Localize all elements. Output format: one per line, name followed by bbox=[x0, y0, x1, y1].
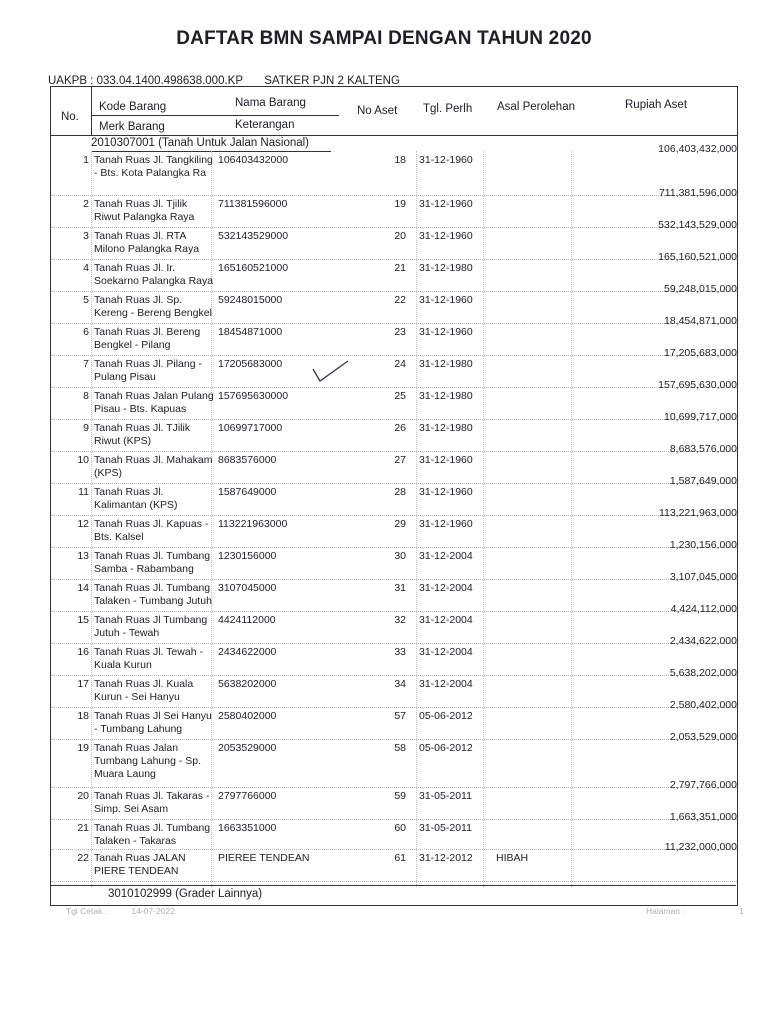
row-kode-barang: 711381596000 bbox=[218, 198, 288, 210]
row-number: 3 bbox=[83, 230, 89, 242]
row-no-aset: 21 bbox=[394, 262, 406, 274]
uakpb-code: UAKPB : 033.04.1400.498638.000.KP bbox=[48, 75, 244, 87]
row-rupiah-aset: 532,143,529,000 bbox=[658, 219, 737, 231]
row-nama-barang: Tanah Ruas Jalan Tumbang Lahung - Sp. Muara Laung bbox=[94, 742, 202, 780]
row-number: 8 bbox=[83, 390, 89, 402]
row-number: 20 bbox=[77, 790, 89, 802]
row-kode-barang: 532143529000 bbox=[218, 230, 289, 242]
row-kode-barang: 18454871000 bbox=[218, 326, 283, 338]
row-nama-barang: Tanah Ruas Jl Tumbang Jutuh - Tewah bbox=[94, 614, 208, 639]
row-tgl-perlh: 31-12-2004 bbox=[419, 614, 473, 626]
row-nama-barang: Tanah Ruas JALAN PIERE TENDEAN bbox=[94, 852, 186, 877]
row-nama-barang: Tanah Ruas Jl. Tumbang Talaken - Tumbang Jutuh bbox=[94, 582, 212, 607]
row-tgl-perlh: 31-12-1960 bbox=[419, 518, 473, 530]
header-rupiah-aset: Rupiah Aset bbox=[625, 99, 688, 111]
row-number: 1 bbox=[83, 154, 89, 166]
row-no-aset: 26 bbox=[394, 422, 406, 434]
page-number bbox=[646, 906, 744, 916]
row-kode-barang: 106403432000 bbox=[218, 154, 289, 166]
row-no-aset: 22 bbox=[394, 294, 406, 306]
header-nama-barang: Nama Barang bbox=[235, 97, 306, 109]
row-tgl-perlh: 31-12-2004 bbox=[419, 550, 473, 562]
row-kode-barang: PIEREE TENDEAN bbox=[218, 852, 310, 864]
row-kode-barang: 4424112000 bbox=[218, 614, 276, 626]
print-date-label: Tgl Cetak : bbox=[66, 906, 108, 916]
row-rupiah-aset: 2,580,402,000 bbox=[669, 699, 737, 711]
row-rupiah-aset: 106,403,432,000 bbox=[658, 143, 737, 155]
row-kode-barang: 1230156000 bbox=[218, 550, 277, 562]
row-no-aset: 30 bbox=[394, 550, 406, 562]
row-no-aset: 60 bbox=[394, 822, 406, 834]
row-kode-barang: 10699717000 bbox=[218, 422, 283, 434]
row-tgl-perlh: 31-12-2004 bbox=[419, 582, 473, 594]
row-number: 17 bbox=[77, 678, 89, 690]
header-no-aset: No Aset bbox=[357, 105, 398, 117]
row-rupiah-aset: 165,160,521,000 bbox=[658, 251, 737, 263]
row-kode-barang: 113221963000 bbox=[218, 518, 288, 530]
row-nama-barang: Tanah Ruas Jl. Tumbang Talaken - Takaras bbox=[94, 822, 211, 847]
row-tgl-perlh: 05-06-2012 bbox=[419, 710, 473, 722]
row-kode-barang: 2797766000 bbox=[218, 790, 277, 802]
row-no-aset: 25 bbox=[394, 390, 406, 402]
next-category bbox=[50, 885, 736, 900]
row-number: 6 bbox=[83, 326, 89, 338]
row-kode-barang: 17205683000 bbox=[218, 358, 283, 370]
row-kode-barang: 5638202000 bbox=[218, 678, 277, 690]
row-tgl-perlh: 31-12-1960 bbox=[419, 230, 473, 242]
row-rupiah-aset: 1,230,156,000 bbox=[669, 539, 737, 551]
row-kode-barang: 2434622000 bbox=[218, 646, 277, 658]
row-nama-barang: Tanah Ruas Jl. Kalimantan (KPS) bbox=[94, 486, 178, 511]
row-nama-barang: Tanah Ruas Jl. Bereng Bengkel - Pilang bbox=[94, 326, 201, 351]
row-number: 11 bbox=[78, 486, 89, 498]
row-number: 14 bbox=[77, 582, 89, 594]
row-nama-barang: Tanah Ruas Jl. Tjilik Riwut Palangka Raya bbox=[94, 198, 195, 223]
row-no-aset: 59 bbox=[394, 790, 406, 802]
row-number: 21 bbox=[77, 822, 89, 834]
row-number: 15 bbox=[77, 614, 89, 626]
row-tgl-perlh: 31-12-1980 bbox=[419, 422, 473, 434]
row-number: 4 bbox=[83, 262, 89, 274]
row-kode-barang: 165160521000 bbox=[218, 262, 289, 274]
next-category-label: 3010102999 (Grader Lainnya) bbox=[108, 888, 263, 900]
row-kode-barang: 1587649000 bbox=[218, 486, 277, 498]
row-number: 19 bbox=[77, 742, 89, 754]
print-date-value: 14-07-2022 bbox=[131, 906, 175, 916]
row-no-aset: 32 bbox=[394, 614, 406, 626]
row-no-aset: 31 bbox=[394, 582, 406, 594]
row-rupiah-aset: 59,248,015,000 bbox=[664, 283, 737, 295]
row-nama-barang: Tanah Ruas Jl. Tumbang Samba - Rabambang bbox=[94, 550, 211, 575]
row-tgl-perlh: 31-12-1960 bbox=[419, 198, 473, 210]
row-rupiah-aset: 17,205,683,000 bbox=[664, 347, 737, 359]
row-kode-barang: 3107045000 bbox=[218, 582, 277, 594]
row-tgl-perlh: 31-12-1960 bbox=[419, 454, 473, 466]
row-rupiah-aset: 1,663,351,000 bbox=[669, 811, 737, 823]
row-nama-barang: Tanah Ruas Jl. Mahakam (KPS) bbox=[94, 454, 213, 479]
row-rupiah-aset: 711,381,596,000 bbox=[658, 187, 737, 199]
row-no-aset: 28 bbox=[394, 486, 406, 498]
row-kode-barang: 2580402000 bbox=[218, 710, 277, 722]
row-tgl-perlh: 31-12-2004 bbox=[419, 678, 473, 690]
table-header bbox=[51, 87, 737, 136]
row-nama-barang: Tanah Ruas Jl. Kuala Kurun - Sei Hanyu bbox=[94, 678, 194, 703]
row-nama-barang: Tanah Ruas Jl. Ir. Soekarno Palangka Raya bbox=[94, 262, 214, 287]
row-nama-barang: Tanah Ruas Jl. Tewah - Kuala Kurun bbox=[94, 646, 203, 671]
row-kode-barang: 157695630000 bbox=[218, 390, 289, 402]
page-label: Halaman : bbox=[646, 906, 685, 916]
row-number: 9 bbox=[83, 422, 89, 434]
row-rupiah-aset: 3,107,045,000 bbox=[669, 571, 737, 583]
document-title: DAFTAR BMN SAMPAI DENGAN TAHUN 2020 bbox=[176, 28, 592, 49]
page-value: 1 bbox=[739, 906, 744, 916]
row-no-aset: 19 bbox=[394, 198, 406, 210]
header-asal-perolehan: Asal Perolehan bbox=[497, 101, 575, 113]
row-no-aset: 34 bbox=[394, 678, 406, 690]
row-tgl-perlh: 31-12-1960 bbox=[419, 154, 473, 166]
row-no-aset: 20 bbox=[394, 230, 406, 242]
row-kode-barang: 59248015000 bbox=[218, 294, 283, 306]
header-merk-barang: Merk Barang bbox=[99, 121, 165, 133]
row-tgl-perlh: 31-12-2004 bbox=[419, 646, 473, 658]
row-number: 13 bbox=[77, 550, 89, 562]
row-rupiah-aset: 11,232,000,000 bbox=[664, 841, 737, 853]
row-rupiah-aset: 2,434,622,000 bbox=[669, 635, 737, 647]
row-tgl-perlh: 05-06-2012 bbox=[419, 742, 473, 754]
row-nama-barang: Tanah Ruas Jl. Sp. Kereng - Bereng Bengkel bbox=[94, 294, 212, 319]
asset-table bbox=[50, 86, 738, 906]
row-number: 18 bbox=[77, 710, 89, 722]
row-tgl-perlh: 31-05-2011 bbox=[419, 822, 472, 834]
row-rupiah-aset: 113,221,963,000 bbox=[658, 507, 737, 519]
header-tgl-perlh: Tgl. Perlh bbox=[423, 103, 473, 115]
row-number: 16 bbox=[77, 646, 89, 658]
row-number: 2 bbox=[83, 198, 89, 210]
row-tgl-perlh: 31-12-1960 bbox=[419, 294, 473, 306]
header-no: No. bbox=[61, 111, 79, 123]
row-no-aset: 27 bbox=[394, 454, 406, 466]
row-rupiah-aset: 157,695,630,000 bbox=[658, 379, 737, 391]
row-nama-barang: Tanah Ruas Jl. Kapuas - Bts. Kalsel bbox=[94, 518, 209, 543]
row-nama-barang: Tanah Ruas Jl. Pilang - Pulang Pisau bbox=[94, 358, 202, 383]
row-number: 10 bbox=[77, 454, 89, 466]
row-rupiah-aset: 1,587,649,000 bbox=[669, 475, 737, 487]
row-tgl-perlh: 31-12-1980 bbox=[419, 262, 473, 274]
row-nama-barang: Tanah Ruas Jl. Tangkiling - Bts. Kota Palangka Ra bbox=[94, 154, 213, 179]
row-tgl-perlh: 31-12-1960 bbox=[419, 326, 473, 338]
row-no-aset: 57 bbox=[394, 710, 406, 722]
row-tgl-perlh: 31-12-1980 bbox=[419, 390, 473, 402]
row-kode-barang: 8683576000 bbox=[218, 454, 277, 466]
row-rupiah-aset: 8,683,576,000 bbox=[669, 443, 737, 455]
row-no-aset: 24 bbox=[394, 358, 406, 370]
row-asal-perolehan: HIBAH bbox=[496, 852, 529, 864]
table-row bbox=[51, 841, 737, 882]
row-nama-barang: Tanah Ruas Jl. RTA Milono Palangka Raya bbox=[94, 230, 200, 255]
row-no-aset: 29 bbox=[394, 518, 406, 530]
row-no-aset: 58 bbox=[394, 742, 406, 754]
row-number: 12 bbox=[77, 518, 89, 530]
row-rupiah-aset: 10,699,717,000 bbox=[664, 411, 737, 423]
row-rupiah-aset: 2,053,529,000 bbox=[669, 731, 737, 743]
satker-name: SATKER PJN 2 KALTENG bbox=[264, 75, 400, 87]
row-tgl-perlh: 31-12-1960 bbox=[419, 486, 473, 498]
row-rupiah-aset: 4,424,112,000 bbox=[670, 603, 737, 615]
row-tgl-perlh: 31-12-2012 bbox=[419, 852, 473, 864]
header-keterangan: Keterangan bbox=[235, 119, 295, 131]
row-rupiah-aset: 18,454,871,000 bbox=[664, 315, 737, 327]
print-date bbox=[66, 906, 175, 916]
row-tgl-perlh: 31-05-2011 bbox=[419, 790, 472, 802]
row-no-aset: 33 bbox=[394, 646, 406, 658]
row-number: 22 bbox=[77, 852, 89, 864]
row-nama-barang: Tanah Ruas Jalan Pulang Pisau - Bts. Kapuas bbox=[94, 390, 214, 415]
row-tgl-perlh: 31-12-1980 bbox=[419, 358, 473, 370]
row-no-aset: 61 bbox=[394, 852, 406, 864]
row-rupiah-aset: 2,797,766,000 bbox=[669, 779, 737, 791]
checkmark-icon bbox=[310, 357, 350, 385]
row-kode-barang: 2053529000 bbox=[218, 742, 277, 754]
row-kode-barang: 1663351000 bbox=[218, 822, 277, 834]
category-label: 2010307001 (Tanah Untuk Jalan Nasional) bbox=[91, 137, 310, 149]
header-kode-barang: Kode Barang bbox=[99, 101, 167, 113]
row-number: 5 bbox=[83, 294, 89, 306]
row-nama-barang: Tanah Ruas Jl Sei Hanyu - Tumbang Lahung bbox=[94, 710, 212, 735]
row-rupiah-aset: 5,638,202,000 bbox=[669, 667, 737, 679]
row-number: 7 bbox=[83, 358, 89, 370]
row-nama-barang: Tanah Ruas Jl. TJilik Riwut (KPS) bbox=[94, 422, 191, 447]
row-no-aset: 23 bbox=[394, 326, 406, 338]
row-nama-barang: Tanah Ruas Jl. Takaras - Simp. Sei Asam bbox=[94, 790, 210, 815]
row-no-aset: 18 bbox=[394, 154, 406, 166]
